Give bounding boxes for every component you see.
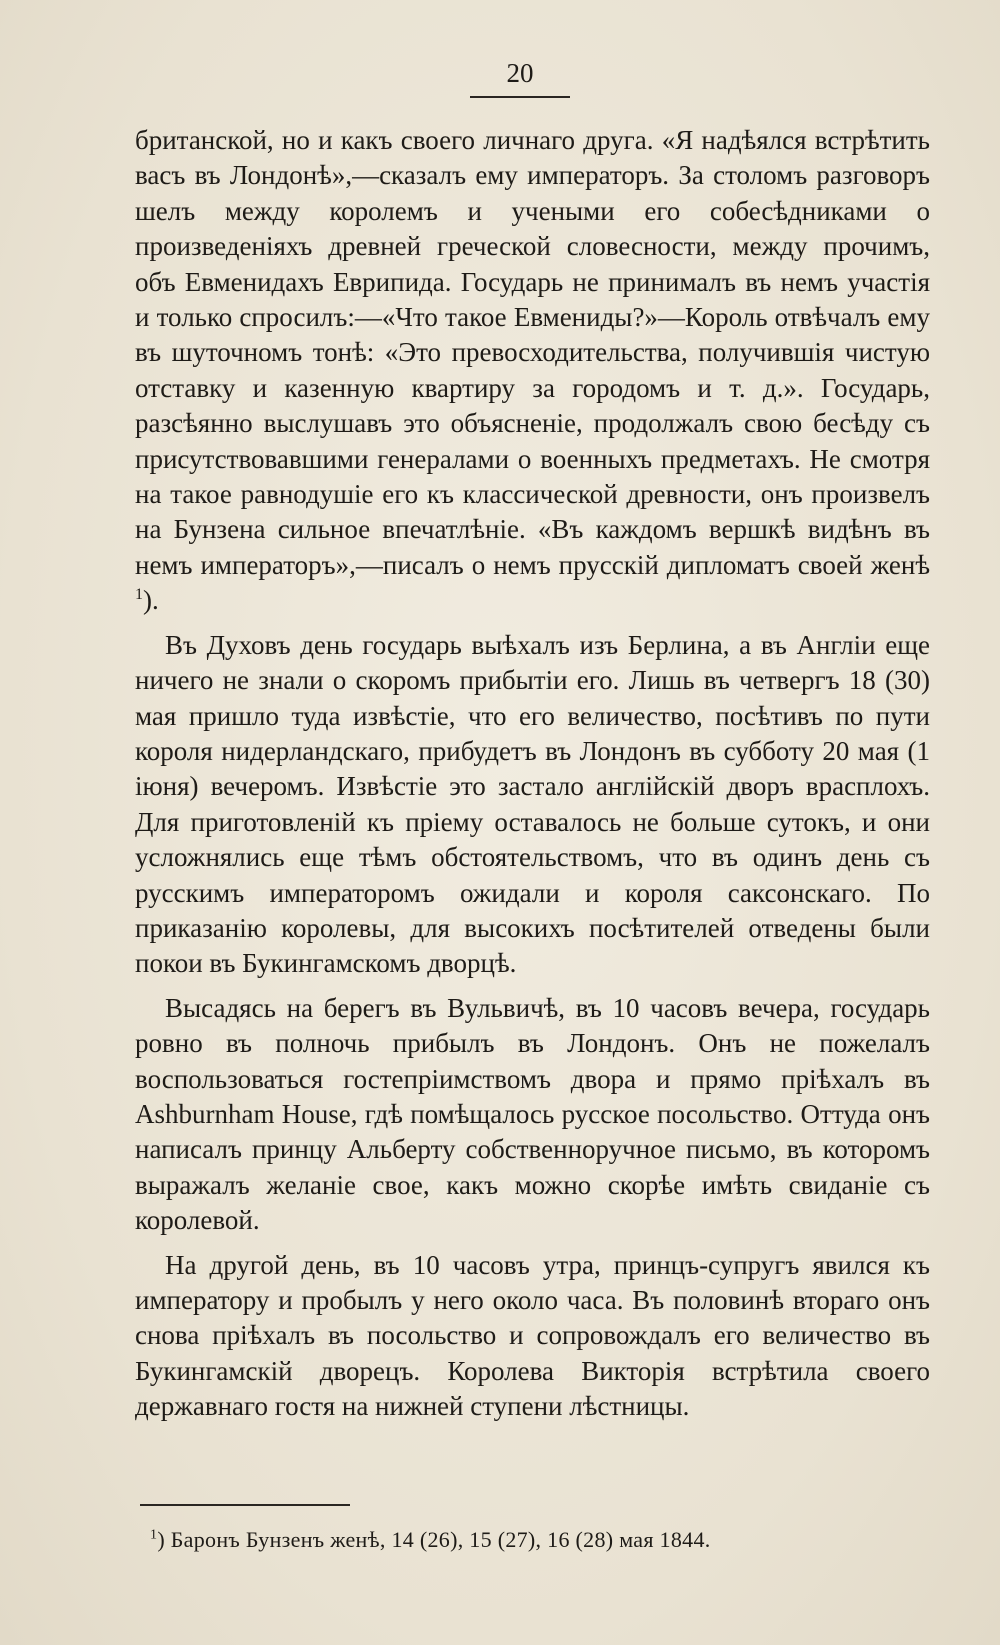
- paragraph-1: [135, 123, 930, 619]
- footnote-text: ) Баронъ Бунзенъ женѣ, 14 (26), 15 (27), 16 (28) мая 1844.: [157, 1527, 711, 1552]
- footnote: [150, 1525, 930, 1555]
- paragraph-1-text: британской, но и какъ своего личнаго друга. «Я надѣялся встрѣтить васъ въ Лондонѣ»,—сказалъ ему императоръ. За столомъ разговоръ шелъ между королемъ и учеными его собесѣдниками о произведеніяхъ древней греческой словесности, между прочимъ, объ Евменидахъ Еврипида. Государь не принималъ въ немъ участія и только спросилъ:—«Что такое Евмениды?»—Король отвѣчалъ ему въ шуточномъ тонѣ: «Это превосходительства, получившія чистую отставку и казенную квартиру за городомъ и т. д.». Государь, разсѣянно выслушавъ это объясненіе, продолжалъ свою бесѣду съ присутствовавшими генералами о военныхъ предметахъ. Не смотря на такое равнодушіе его къ классической древности, онъ произвелъ на Бунзена сильное впечатлѣніе. «Въ каждомъ вершкѣ видѣнъ въ немъ императоръ»,—писалъ о немъ прусскій дипломатъ своей женѣ: [135, 125, 930, 580]
- footnote-rule: [140, 1504, 350, 1506]
- body-text: [135, 123, 930, 1434]
- footnote-marker: 1: [150, 1527, 158, 1543]
- paragraph-3: Высадясь на берегъ въ Вульвичѣ, въ 10 часовъ вечера, государь ровно въ полночь прибылъ въ Лондонъ. Онъ не пожелалъ воспользоваться гостепріимствомъ двора и прямо пріѣхалъ въ Ashburnham House, гдѣ помѣщалось русское посольство. Оттуда онъ написалъ принцу Альберту собственноручное письмо, въ которомъ выражалъ желаніе свое, какъ можно скорѣе имѣть свиданіе съ королевой.: [135, 992, 930, 1236]
- paragraph-4: На другой день, въ 10 часовъ утра, принцъ-супругъ явился къ императору и пробылъ у него около часа. Въ половинѣ втораго онъ снова пріѣхалъ въ посольство и сопровождалъ его величество въ Букингамскій дворецъ. Королева Викторія встрѣтила своего державнаго гостя на нижней ступени лѣстницы.: [135, 1249, 930, 1422]
- footnote-reference: 1: [135, 586, 143, 604]
- footnote-reference-tail: ).: [143, 585, 159, 616]
- page-number: 20: [506, 58, 534, 88]
- page-number-rule: [470, 96, 570, 98]
- paragraph-2: Въ Духовъ день государь выѣхалъ изъ Берлина, а въ Англіи еще ничего не знали о скоромъ прибытіи его. Лишь въ четвергъ 18 (30) мая пришло туда извѣстіе, что его величество, посѣтивъ по пути короля нидерландскаго, прибудетъ въ Лондонъ въ субботу 20 мая (1 іюня) вечеромъ. Извѣстіе это застало англійскій дворъ врасплохъ. Для приготовленій къ пріему оставалось не больше сутокъ, и они усложнялись еще тѣмъ обстоятельствомъ, что въ одинъ день съ русскимъ императоромъ ожидали и короля саксонскаго. По приказанію королевы, для высокихъ посѣтителей отведены были покои въ Букингамскомъ дворцѣ.: [135, 629, 930, 979]
